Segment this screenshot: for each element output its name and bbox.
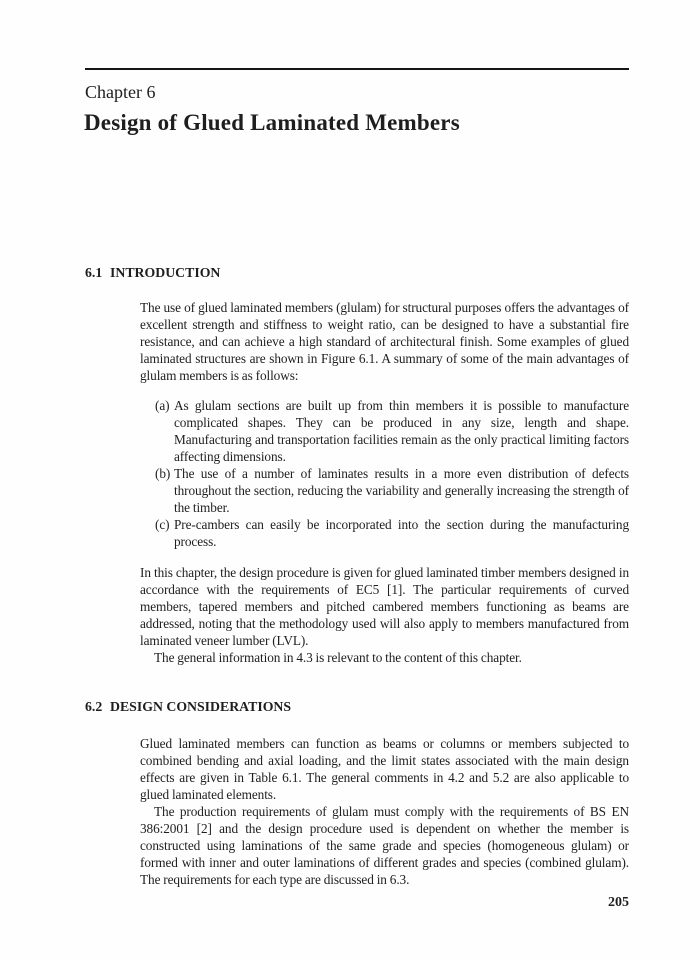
header-rule-divider [85,68,629,70]
paragraph-design-1: Glued laminated members can function as beams or columns or members subjected to combined bending and axial loading, and the limit states associated with the main design effects are given in Table 6.1. The general comments in 4.2 and 5.2 are also applicable to glued laminated elements. [140,736,629,802]
list-item-marker: (c) [155,517,170,532]
section-title: INTRODUCTION [110,265,221,280]
paragraph-design-2: The production requirements of glulam must comply with the requirements of BS EN 386:2001 [2] and the design procedure used is dependent on whether the member is constructed using laminations of the same grade and species (homogeneous glulam) or formed with inner and outer laminations of different grades and species (combined glulam). The requirements for each type are discussed in 6.3. [140,804,629,887]
list-item-a [155,397,629,465]
section-heading-design-considerations [85,699,629,716]
page-number: 205 [608,895,629,910]
list-item-text: As glulam sections are built up from thin members it is possible to manufacture complicated shapes. They can be produced in any size, length and shape. Manufacturing and transportation facilities remain as the only practical limiting factors affecting dimensions. [174,398,629,464]
section-title: DESIGN CONSIDERATIONS [110,699,292,714]
chapter-title: Design of Glued Laminated Members [84,110,460,135]
list-item-c [155,516,629,550]
list-item-text: Pre-cambers can easily be incorporated into the section during the manufacturing process. [174,517,629,549]
section-heading-introduction [85,265,629,282]
list-item-marker: (a) [155,398,170,413]
paragraph-intro-2: In this chapter, the design procedure is given for glued laminated timber members designed in accordance with the requirements of EC5 [1]. The particular requirements of curved members, tapered members and pitched cambered members functioning as beams are addressed, noting that the methodology used will also apply to members manufactured from laminated veneer lumber (LVL). [140,565,629,648]
list-item-text: The use of a number of laminates results in a more even distribution of defects throughout the section, reducing the variability and generally increasing the strength of the timber. [174,466,629,515]
list-item-marker: (b) [155,466,171,481]
paragraph-intro-3: The general information in 4.3 is relevant to the content of this chapter. [154,650,522,665]
section-number: 6.1 [85,265,103,280]
paragraph-intro-1: The use of glued laminated members (glulam) for structural purposes offers the advantages of excellent strength and stiffness to weight ratio, can be designed to have a substantial fire resistance, and can achieve a high standard of architectural finish. Some examples of glued laminated structures are shown in Figure 6.1. A summary of some of the main advantages of glulam members is as follows: [140,300,629,383]
chapter-label: Chapter 6 [85,82,156,102]
advantages-list [155,397,629,550]
section-number: 6.2 [85,699,103,714]
list-item-b [155,465,629,516]
